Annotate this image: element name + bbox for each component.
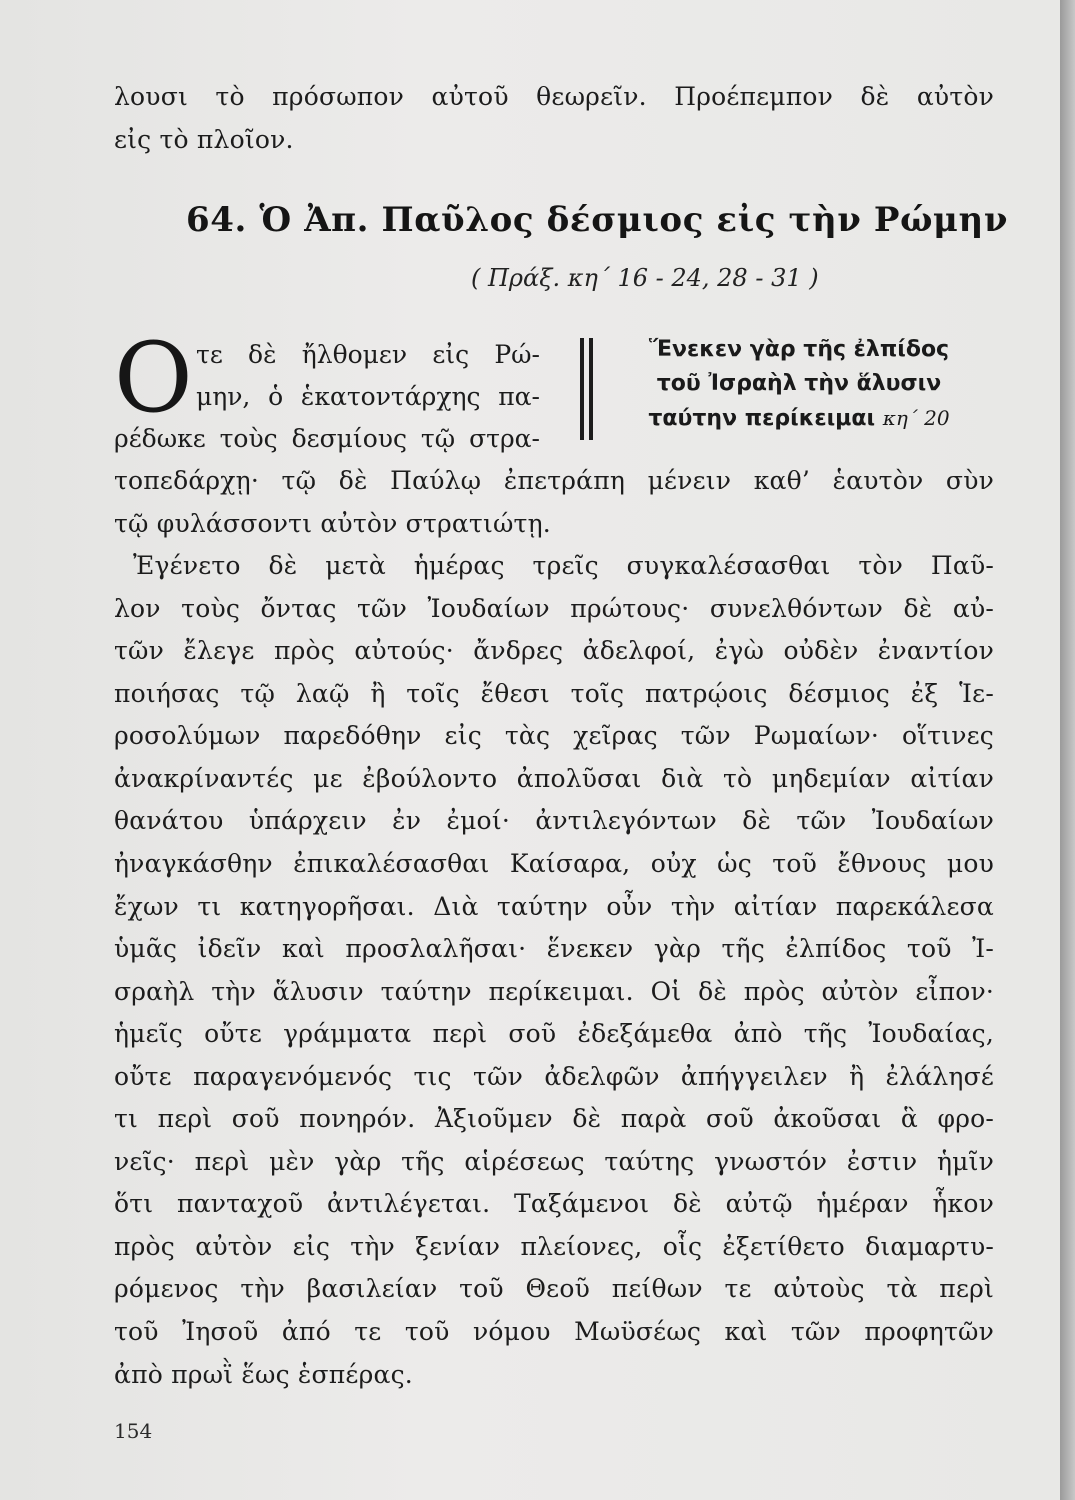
- text-line: ποιήσας τῷ λαῷ ἢ τοῖς ἔθεσι τοῖς πατρῴοις δέσμιος ἐξ Ἱε-: [114, 678, 994, 708]
- text-line: ἀνακρίναντές με ἐβούλοντο ἀπολῦσαι διὰ τὸ μηδεμίαν αἰτίαν: [114, 763, 994, 793]
- quote-divider: [589, 338, 593, 440]
- text-line: ὅτι πανταχοῦ ἀντιλέγεται. Ταξάμενοι δὲ αὐτῷ ἡμέραν ἧκον: [114, 1189, 994, 1219]
- text-line: ὑμᾶς ἰδεῖν καὶ προσλαλῆσαι· ἕνεκεν γὰρ τῆς ἐλπίδος τοῦ Ἰ-: [114, 934, 994, 964]
- text-line: τοπεδάρχῃ· τῷ δὲ Παύλῳ ἐπετράπη μένειν καθ’ ἑαυτὸν σὺν: [114, 466, 994, 495]
- text-line: οὔτε παραγενόμενός τις τῶν ἀδελφῶν ἀπήγγειλεν ἢ ἐλάλησέ: [114, 1061, 994, 1091]
- narrow-text-line: ρέδωκε τοὺς δεσμίους τῷ στρα-: [114, 424, 540, 453]
- margin-quote-line: [603, 402, 995, 435]
- narrow-text-line: τε δὲ ἤλθομεν εἰς Ρώ-: [196, 340, 540, 369]
- text-line: νεῖς· περὶ μὲν γὰρ τῆς αἱρέσεως ταύτης γνωστόν ἐστιν ἡμῖν: [114, 1146, 994, 1176]
- text-line: ἔχων τι κατηγορῆσαι. Διὰ ταύτην οὖν τὴν αἰτίαν παρεκάλεσα: [114, 891, 994, 921]
- page-number: 154: [114, 1419, 153, 1443]
- text-line: ρόμενος τὴν βασιλείαν τοῦ Θεοῦ πείθων τε αὐτοὺς τὰ περὶ: [114, 1274, 994, 1304]
- text-line: τῷ φυλάσσοντι αὐτὸν στρατιώτῃ.: [114, 508, 551, 538]
- section-title: 64. Ὁ Ἀπ. Παῦλος δέσμιος εἰς τὴν Ρώμην: [186, 200, 1009, 240]
- text-line: ροσολύμων παρεδόθην εἰς τὰς χεῖρας τῶν Ρωμαίων· οἵτινες: [114, 721, 994, 751]
- text-line: ἡμεῖς οὔτε γράμματα περὶ σοῦ ἐδεξάμεθα ἀπὸ τῆς Ἰουδαίας,: [114, 1019, 994, 1049]
- text-line: εἰς τὸ πλοῖον.: [114, 125, 294, 154]
- text-line: σραὴλ τὴν ἅλυσιν ταύτην περίκειμαι. Οἱ δὲ πρὸς αὐτὸν εἶπον·: [114, 976, 994, 1006]
- text-line: τοῦ Ἰησοῦ ἀπό τε τοῦ νόμου Μωϋσέως καὶ τῶν προφητῶν: [114, 1317, 994, 1346]
- scripture-reference: ( Πράξ. κη΄ 16 - 24, 28 - 31 ): [471, 264, 819, 292]
- text-line: Ἐγένετο δὲ μετὰ ἡμέρας τρεῖς συγκαλέσασθαι τὸν Παῦ-: [133, 551, 994, 581]
- text-line: τι περὶ σοῦ πονηρόν. Ἀξιοῦμεν δὲ παρὰ σοῦ ἀκοῦσαι ἃ φρο-: [114, 1104, 994, 1134]
- narrow-text-line: μην, ὁ ἑκατοντάρχης πα-: [196, 382, 540, 411]
- text-line: πρὸς αὐτὸν εἰς τὴν ξενίαν πλείονες, οἷς ἐξετίθετο διαμαρτυ-: [114, 1231, 994, 1261]
- text-line: ἀπὸ πρωῒ ἕως ἑσπέρας.: [114, 1359, 413, 1389]
- margin-quote-reference: κη΄ 20: [882, 406, 950, 430]
- page-edge-shadow: [1060, 0, 1075, 1500]
- text-line: θανάτου ὑπάρχειν ἐν ἐμοί· ἀντιλεγόντων δὲ τῶν Ἰουδαίων: [114, 806, 994, 836]
- text-line: λον τοὺς ὄντας τῶν Ἰουδαίων πρώτους· συνελθόντων δὲ αὐ-: [114, 593, 994, 623]
- quote-divider: [580, 338, 584, 440]
- text-line: λουσι τὸ πρόσωπον αὐτοῦ θεωρεῖν. Προέπεμπον δὲ αὐτὸν: [114, 82, 994, 111]
- margin-quote-line: τοῦ Ἰσραὴλ τὴν ἅλυσιν: [656, 371, 942, 396]
- text-line: ἠναγκάσθην ἐπικαλέσασθαι Καίσαρα, οὐχ ὡς τοῦ ἔθνους μου: [114, 848, 994, 878]
- margin-quote-text: ταύτην περίκειμαι: [648, 406, 876, 431]
- drop-cap: Ο: [114, 322, 193, 434]
- margin-quote-line: Ἕνεκεν γὰρ τῆς ἐλπίδος: [648, 337, 950, 362]
- text-line: τῶν ἔλεγε πρὸς αὐτούς· ἄνδρες ἀδελφοί, ἐγὼ οὐδὲν ἐναντίον: [114, 636, 994, 666]
